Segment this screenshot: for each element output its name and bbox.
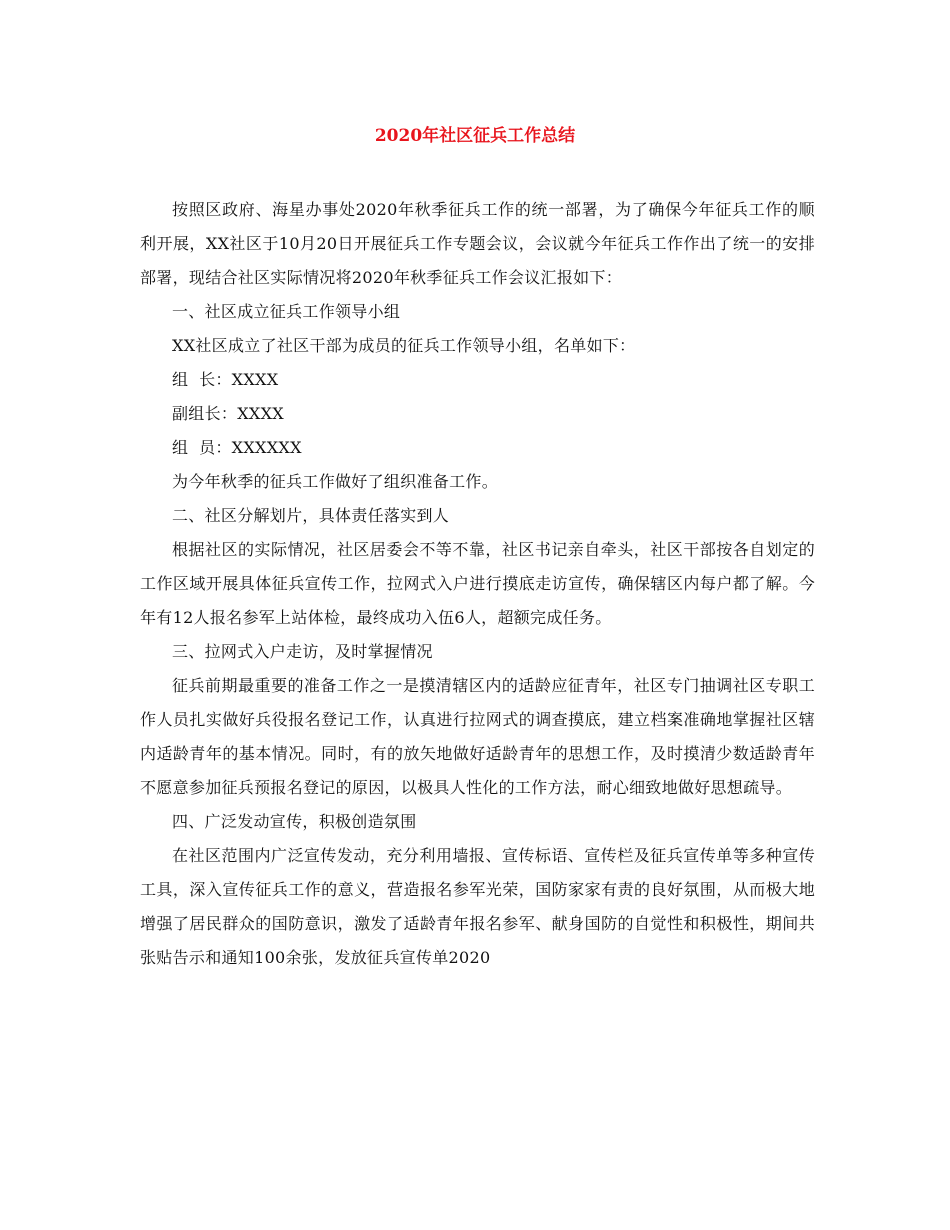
section-heading-1: 一、社区成立征兵工作领导小组 — [172, 302, 401, 321]
section-heading-3: 三、拉网式入户走访，及时掌握情况 — [172, 642, 433, 661]
paragraph: XX社区成立了社区干部为成员的征兵工作领导小组，名单如下： — [172, 336, 636, 355]
intro-paragraph: 按照区政府、海星办事处2020年秋季征兵工作的统一部署，为了确保今年征兵工作的顺利开展，XX社区于10月20日开展征兵工作专题会议，会议就今年征兵工作作出了统一的安排部署，现结合社区实际情况将2020年秋季征兵工作会议汇报如下： — [140, 200, 815, 287]
section-heading-4: 四、广泛发动宣传，积极创造氛围 — [172, 812, 417, 831]
paragraph: 征兵前期最重要的准备工作之一是摸清辖区内的适龄应征青年，社区专门抽调社区专职工作人员扎实做好兵役报名登记工作，认真进行拉网式的调查摸底，建立档案准确地掌握社区辖内适龄青年的基本情况。同时，有的放矢地做好适龄青年的思想工作，及时摸清少数适龄青年不愿意参加征兵预报名登记的原因，以极具人性化的工作方法，耐心细致地做好思想疏导。 — [140, 676, 815, 797]
member-line: 组 员：XXXXXX — [172, 438, 302, 457]
section-heading-2: 二、社区分解划片，具体责任落实到人 — [172, 506, 450, 525]
deputy-leader-line: 副组长：XXXX — [172, 404, 284, 423]
document-title: 2020年社区征兵工作总结 — [374, 126, 576, 146]
leader-line: 组 长：XXXX — [172, 370, 279, 389]
document-body — [140, 193, 815, 975]
paragraph: 根据社区的实际情况，社区居委会不等不靠，社区书记亲自牵头，社区干部按各自划定的工作区域开展具体征兵宣传工作，拉网式入户进行摸底走访宣传，确保辖区内每户都了解。今年有12人报名参军上站体检，最终成功入伍6人，超额完成任务。 — [140, 540, 815, 627]
paragraph: 在社区范围内广泛宣传发动，充分利用墙报、宣传标语、宣传栏及征兵宣传单等多种宣传工具，深入宣传征兵工作的意义，营造报名参军光荣，国防家家有责的良好氛围，从而极大地增强了居民群众的国防意识，激发了适龄青年报名参军、献身国防的自觉性和积极性，期间共张贴告示和通知100余张，发放征兵宣传单2020 — [140, 846, 815, 967]
paragraph: 为今年秋季的征兵工作做好了组织准备工作。 — [172, 472, 499, 491]
